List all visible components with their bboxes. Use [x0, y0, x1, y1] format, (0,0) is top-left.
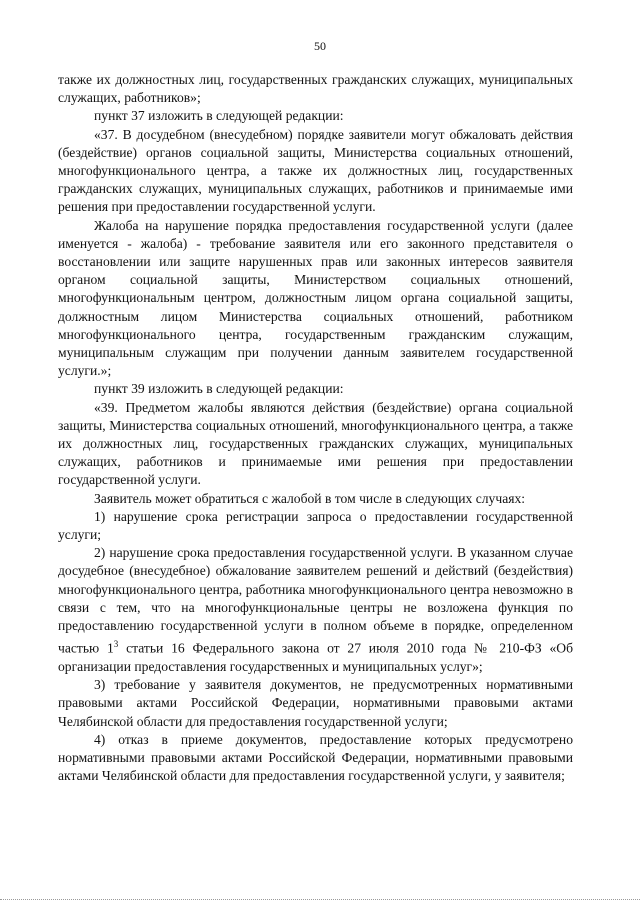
paragraph-cases-intro: Заявитель может обратиться с жалобой в том числе в следующих случаях: — [94, 490, 526, 506]
page-number: 50 — [314, 39, 326, 53]
paragraph-complaint-definition: Жалоба на нарушение порядка предоставления государственной услуги (далее именуется - жалоба) - требование заявителя или его законного представителя о восстановлении или защите нарушенных прав или законных интересов заявителя органом социальной защиты, Министерством социальных отношений, многофункциональным центром, должностным лицом органа социальной защиты, должностным лицом Министерства социальных отношений, работником многофункционального центра, государственным гражданским служащим, муниципальным служащим при получении данным заявителем государственной услуги.»; — [58, 217, 573, 379]
list-item-2-text-cont: статьи 16 Федерального закона от 27 июля 2010 года № 210-ФЗ «Об организации предоставления государственных и муниципальных услуг»; — [58, 640, 573, 675]
list-item-2 — [58, 544, 573, 676]
paragraph-continuation: также их должностных лиц, государственных гражданских служащих, муниципальных служащих, работников»; — [58, 72, 573, 106]
paragraph-39: «39. Предметом жалобы являются действия (бездействие) органа социальной защиты, Министерства социальных отношений, многофункционального центра, а также их должностных лиц, государственных гражданских служащих, муниципальных служащих, работников и принимаемые ими решения при предоставлении государственной услуги. — [58, 399, 573, 488]
list-item-1: 1) нарушение срока регистрации запроса о предоставлении государственной услуги; — [58, 508, 573, 543]
document-body — [58, 71, 573, 785]
list-item-4: 4) отказ в приеме документов, предоставление которых предусмотрено нормативными правовыми актами Российской Федерации, нормативными правовыми актами Челябинской области для предоставления государственной услуги, у заявителя; — [58, 731, 573, 784]
page-bottom-rule — [0, 899, 640, 900]
list-item-3: 3) требование у заявителя документов, не предусмотренных нормативными правовыми актами Российской Федерации, нормативными правовыми актами Челябинской области для предоставления государственной услуги; — [58, 677, 573, 729]
paragraph-37: «37. В досудебном (внесудебном) порядке заявители могут обжаловать действия (бездействие) органов социальной защиты, Министерства социальных отношений, многофункционального центра, а также их должностных лиц, государственных гражданских служащих, муниципальных служащих, работников и принимаемые ими решения при предоставлении государственной услуги. — [58, 126, 573, 215]
superscript: 3 — [113, 639, 119, 650]
list-item-2-text: 2) нарушение срока предоставления государственной услуги. В указанном случае досудебное (внесудебное) обжалование заявителем решений и действий (бездействия) многофункционального центра, работника многофункционального центра невозможно в связи с тем, что на многофункциональные центры не возложена функция по предоставлению государственной услуги в полном объеме в порядке, определенном частью 1 — [58, 545, 573, 656]
paragraph-amend-39: пункт 39 изложить в следующей редакции: — [94, 381, 344, 397]
paragraph-amend-37: пункт 37 изложить в следующей редакции: — [94, 108, 344, 124]
